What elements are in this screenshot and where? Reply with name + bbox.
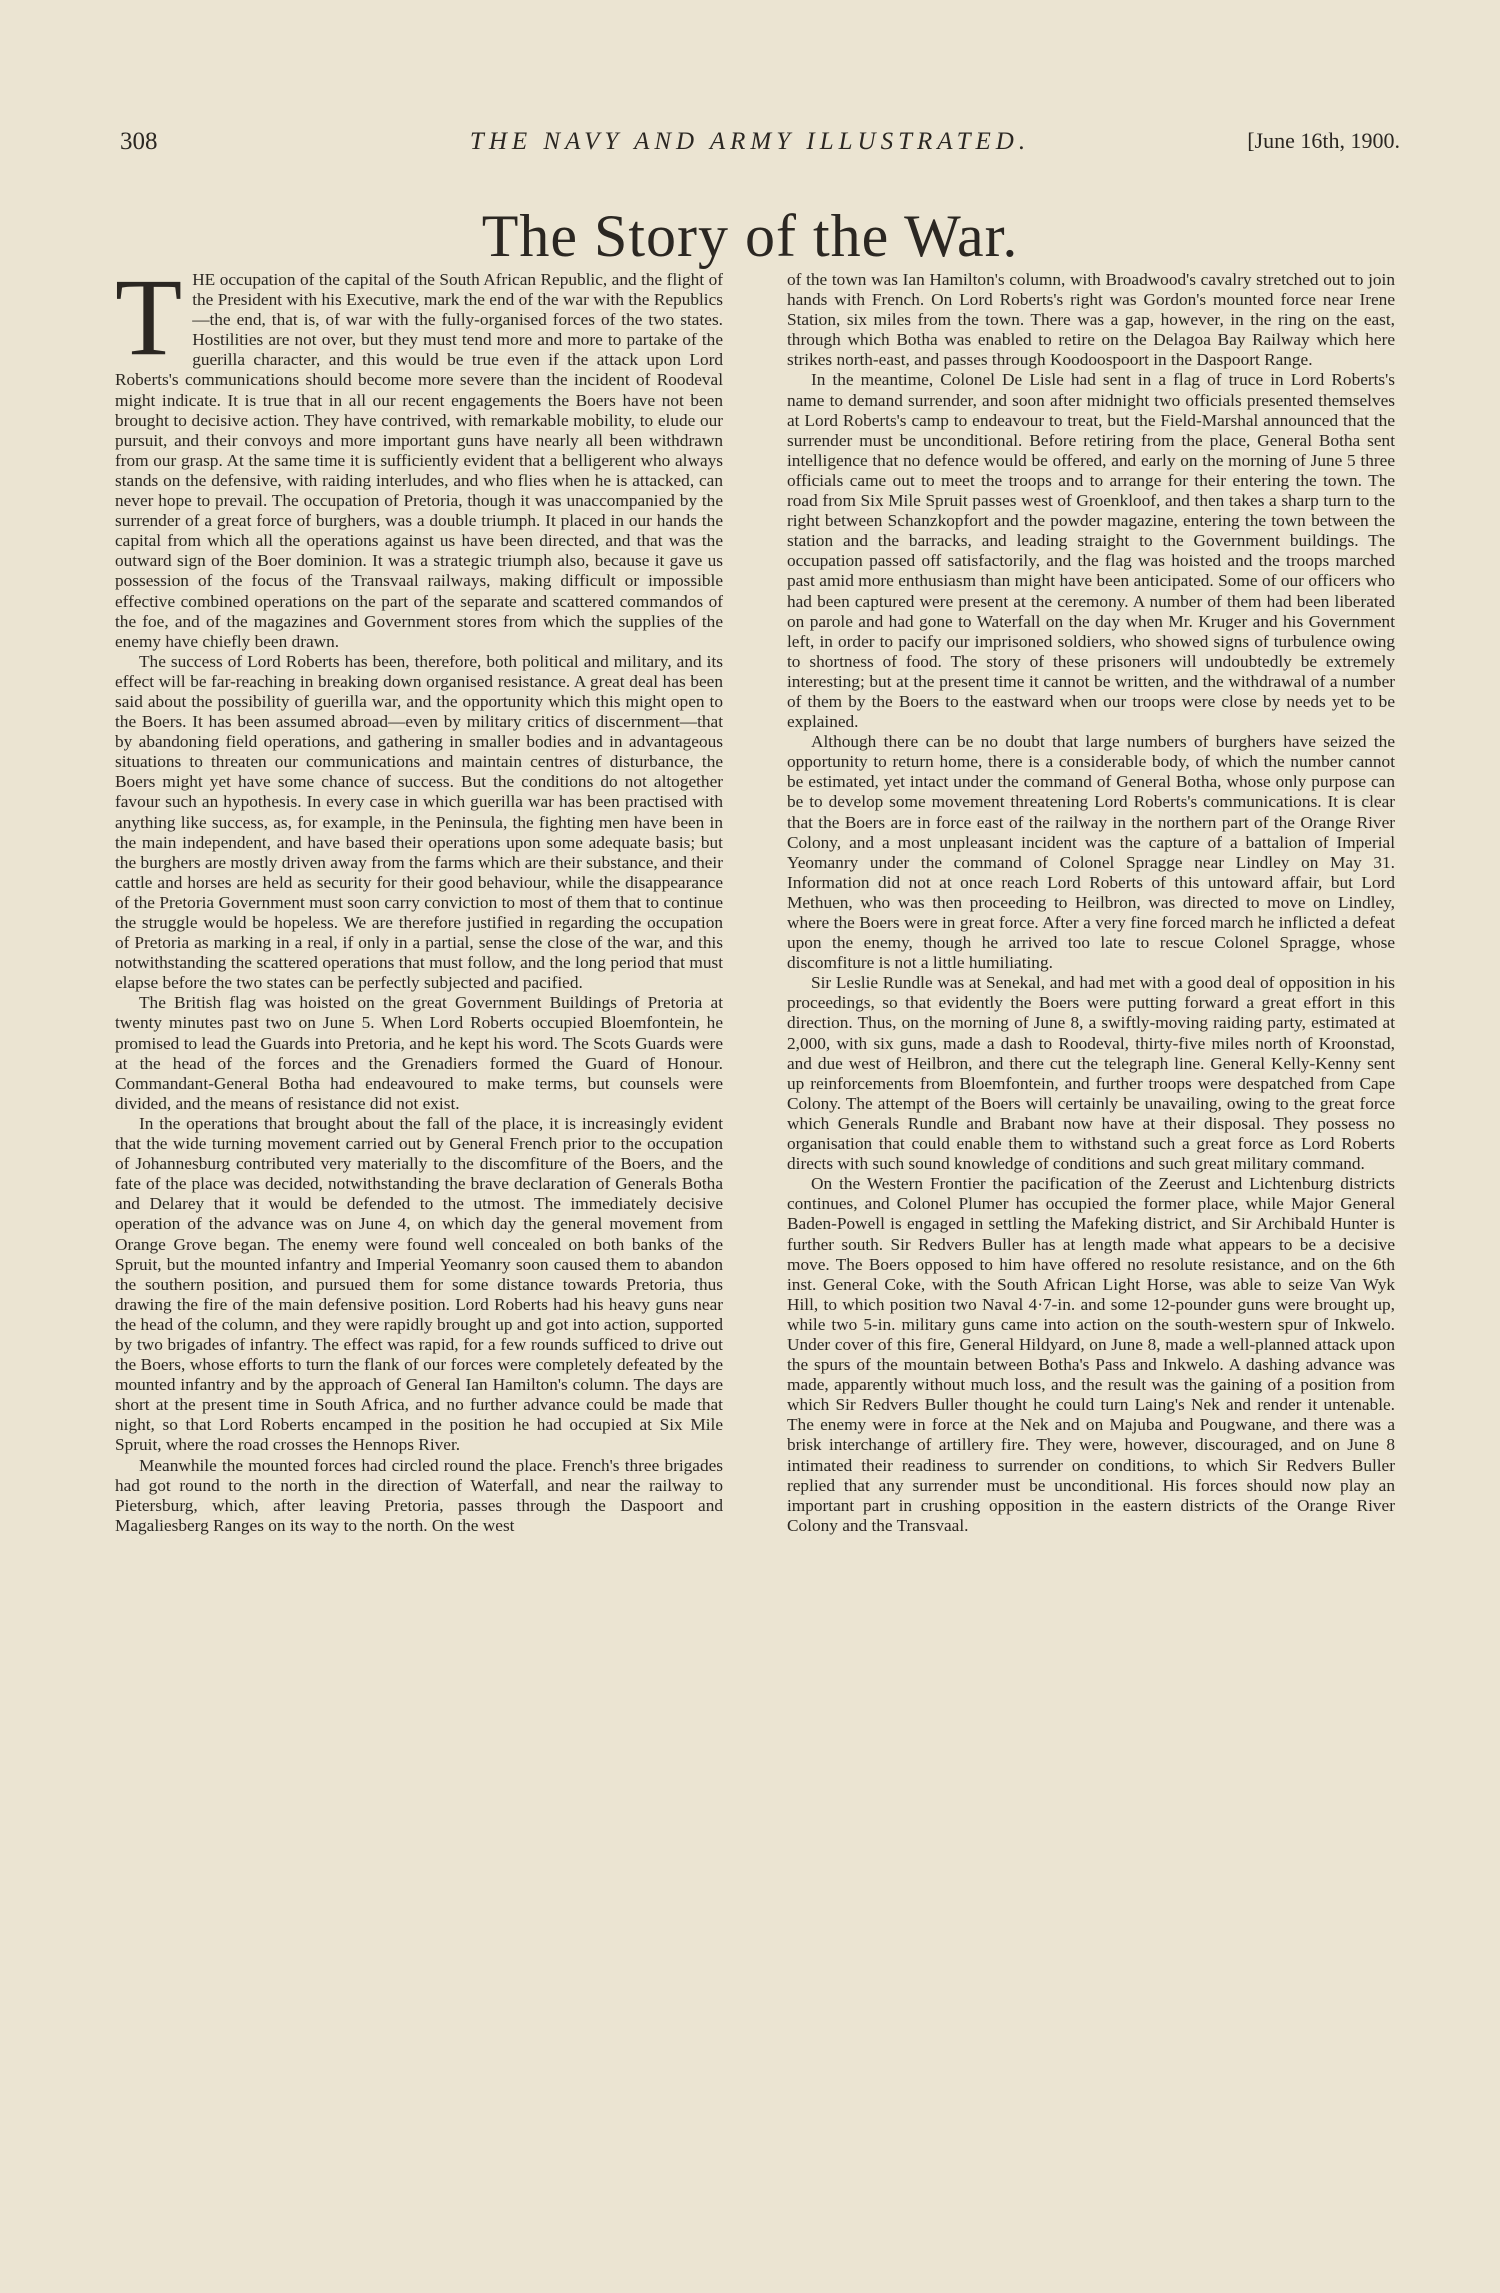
paragraph: The success of Lord Roberts has been, therefore, both political and military, and its effect will be far-reaching in breaking down organised resistance. A great deal has been said about the possibility of guerilla war, and the opportunity which this might open to the Boers. It has been assumed abroad—even by military critics of discernment—that by abandoning field operations, and gathering in smaller bodies and in advantageous situations to threaten our communications and maintain centres of disturbance, the Boers might yet have some chance of success. But the conditions do not altogether favour such an hypothesis. In every case in which guerilla war has been practised with anything like success, as, for example, in the Peninsula, the fighting men have been in the main independent, and have based their operations upon some adequate basis; but the burghers are mostly driven away from the farms which are their substance, and their cattle and horses are held as security for their good behaviour, while the disappearance of the Pretoria Government must soon carry conviction to most of them that to continue the struggle would be hopeless. We are therefore justified in regarding the occupation of Pretoria as marking in a real, if only in a partial, sense the close of the war, and this notwithstanding the scattered operations that must follow, and the long period that must elapse before the two states can be perfectly subjected and pacified.	[115, 651, 723, 993]
drop-cap: T	[115, 256, 183, 378]
paragraph: Meanwhile the mounted forces had circled round the place. French's three brigades had got round to the north in the direction of Waterfall, and near the railway to Pietersburg, which, after leaving Pretoria, passes through the Daspoort and Magaliesberg Ranges on its way to the north. On the west	[115, 1455, 723, 1535]
paragraph: In the meantime, Colonel De Lisle had sent in a flag of truce in Lord Roberts's name to demand surrender, and soon after midnight two officials presented themselves at Lord Roberts's camp to endeavour to treat, but the Field-Marshal announced that the surrender must be unconditional. Before retiring from the place, General Botha sent intelligence that no defence would be offered, and early on the morning of June 5 three officials came out to meet the troops and to arrange for their entering the town. The road from Six Mile Spruit passes west of Groenkloof, and then takes a sharp turn to the right between Schanzkopfort and the powder magazine, entering the town between the station and the barracks, and leading straight to the Government buildings. The occupation passed off satisfactorily, and the flag was hoisted and the troops marched past amid more enthusiasm than might have been anticipated. Some of our officers who had been captured were present at the ceremony. A number of them had been liberated on parole and had gone to Waterfall on the day when Mr. Kruger and his Government left, in order to pacify our imprisoned soldiers, who showed signs of turbulence owing to shortness of food. The story of these prisoners will undoubtedly be extremely interesting; but at the present time it cannot be written, and the withdrawal of a number of them by the Boers to the eastward when our troops were close by needs yet to be explained.	[787, 370, 1395, 732]
right-column	[787, 270, 1395, 1536]
article-title: The Story of the War.	[481, 203, 1019, 269]
paragraph: In the operations that brought about the fall of the place, it is increasingly evident that the wide turning movement carried out by General French prior to the occupation of Johannesburg contributed very materially to the discomfiture of the Boers, and the fate of the place was decided, notwithstanding the brave declaration of Generals Botha and Delarey that it would be defended to the utmost. The immediately decisive operation of the advance was on June 4, on which day the general movement from Orange Grove began. The enemy were found well concealed on both banks of the Spruit, but the mounted infantry and Imperial Yeomanry soon caused them to abandon the southern position, and pursued them for some distance towards Pretoria, thus drawing the fire of the main defensive position. Lord Roberts had his heavy guns near the head of the column, and they were rapidly brought up and got into action, supported by two brigades of infantry. The effect was rapid, for a few rounds sufficed to drive out the Boers, whose efforts to turn the flank of our forces were completely defeated by the mounted infantry and by the approach of General Ian Hamilton's column. The days are short at the present time in South Africa, and no further advance could be made that night, so that Lord Roberts encamped in the position he had occupied at Six Mile Spruit, where the road crosses the Hennops River.	[115, 1113, 723, 1455]
paragraph-text: HE occupation of the capital of the South African Republic, and the flight of the President with his Executive, mark the end of the war with the Republics—the end, that is, of war with the fully-organised forces of the two states. Hostilities are not over, but they must tend more and more to partake of the guerilla character, and this would be true even if the attack upon Lord Roberts's communications should become more severe than the incident of Roodeval might indicate. It is true that in all our recent engagements the Boers have not been brought to decisive action. They have contrived, with remarkable mobility, to elude our pursuit, and their convoys and more important guns have nearly all been withdrawn from our grasp. At the same time it is sufficiently evident that a belligerent who always stands on the defensive, with raiding interludes, and who flies when he is attacked, can never hope to prevail. The occupation of Pretoria, though it was unaccompanied by the surrender of a great force of burghers, was a double triumph. It placed in our hands the capital from which all the operations against us have been directed, and that was the outward sign of the Boer dominion. It was a strategic triumph also, because it gave us possession of the focus of the Transvaal railways, making difficult or impossible effective combined operations on the part of the separate and scattered commandos of the foe, and of the magazines and Government stores from which the supplies of the enemy have chiefly been drawn.	[115, 270, 723, 651]
paragraph: of the town was Ian Hamilton's column, with Broadwood's cavalry stretched out to join hands with French. On Lord Roberts's right was Gordon's mounted force near Irene Station, six miles from the town. There was a gap, however, in the ring on the east, through which Botha was enabled to retire on the Delagoa Bay Railway which here strikes north-east, and passes through Koodoospoort in the Daspoort Range.	[787, 270, 1395, 370]
page-number: 308	[120, 128, 158, 155]
paragraph: Sir Leslie Rundle was at Senekal, and had met with a good deal of opposition in his proceedings, so that evidently the Boers were putting forward a great effort in this direction. Thus, on the morning of June 8, a swiftly-moving raiding party, estimated at 2,000, with six guns, made a dash to Roodeval, thirty-five miles north of Kroonstad, and due west of Heilbron, and there cut the telegraph line. General Kelly-Kenny sent up reinforcements from Bloemfontein, and further troops were despatched from Cape Colony. The attempt of the Boers will certainly be unavailing, owing to the great force which Generals Rundle and Brabant now have at their disposal. They possess no organisation that could enable them to withstand such a great force as Lord Roberts directs with such sound knowledge of conditions and such great military command.	[787, 973, 1395, 1174]
left-column	[115, 256, 723, 1536]
running-head	[0, 128, 1500, 168]
paragraph: Although there can be no doubt that large numbers of burghers have seized the opportunity to return home, there is a considerable body, of which the number cannot be estimated, yet intact under the command of General Botha, whose only purpose can be to develop some movement threatening Lord Roberts's communications. It is clear that the Boers are in force east of the railway in the northern part of the Orange River Colony, and a most unpleasant incident was the capture of a battalion of Imperial Yeomanry under the command of Colonel Spragge near Lindley on May 31. Information did not at once reach Lord Roberts of this untoward affair, but Lord Methuen, who was then proceeding to Heilbron, was directed to move on Lindley, where the Boers were in great force. After a very fine forced march he inflicted a defeat upon the enemy, though he arrived too late to rescue Colonel Spragge, whose discomfiture is not a little humiliating.	[787, 732, 1395, 973]
paragraph	[115, 256, 723, 652]
journal-title: THE NAVY AND ARMY ILLUSTRATED.	[469, 128, 1031, 155]
issue-date: [June 16th, 1900.	[1247, 128, 1400, 153]
paragraph: The British flag was hoisted on the great Government Buildings of Pretoria at twenty minutes past two on June 5. When Lord Roberts occupied Bloemfontein, he promised to lead the Guards into Pretoria, and he kept his word. The Scots Guards were at the head of the forces and the Grenadiers formed the Guard of Honour. Commandant-General Botha had endeavoured to make terms, but counsels were divided, and the means of resistance did not exist.	[115, 993, 723, 1113]
paragraph: On the Western Frontier the pacification of the Zeerust and Lichtenburg districts continues, and Colonel Plumer has occupied the former place, while Major General Baden-Powell is engaged in settling the Mafeking district, and Sir Archibald Hunter is further south. Sir Redvers Buller has at length made what appears to be a decisive move. The Boers opposed to him have offered no resolute resistance, and on the 6th inst. General Coke, with the South African Light Horse, was able to seize Van Wyk Hill, to which position two Naval 4·7-in. and some 12-pounder guns were brought up, while two 5-in. military guns came into action on the south-western spur of Inkwelo. Under cover of this fire, General Hildyard, on June 8, made a well-planned attack upon the spurs of the mountain between Botha's Pass and Inkwelo. A dashing advance was made, apparently without much loss, and the result was the gaining of a position from which Sir Redvers Buller thought he could turn Laing's Nek and render it untenable. The enemy were in force at the Nek and on Majuba and Pougwane, and there was a brisk interchange of artillery fire. They were, however, discouraged, and on June 8 intimated their readiness to surrender on conditions, to which Sir Redvers Buller replied that any surrender must be unconditional. His forces should now play an important part in crushing opposition in the eastern districts of the Orange River Colony and the Transvaal.	[787, 1174, 1395, 1535]
